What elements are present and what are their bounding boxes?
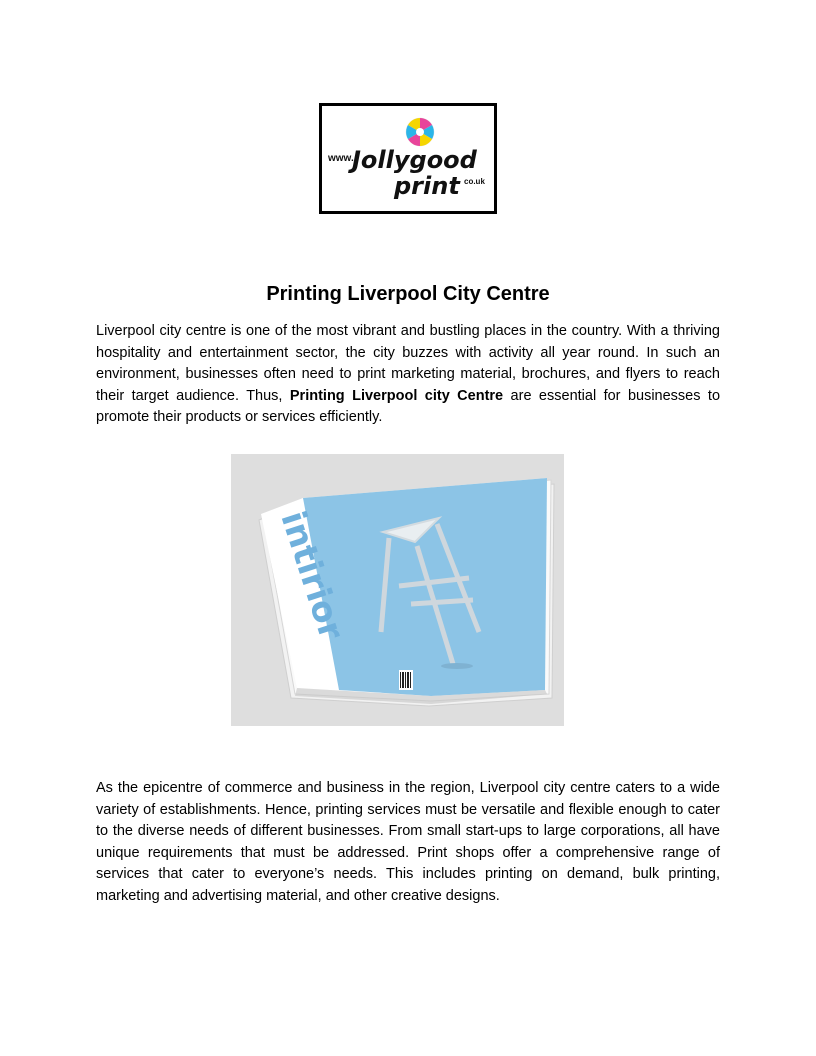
company-logo bbox=[319, 103, 497, 214]
intro-link-text: Printing Liverpool city Centre bbox=[289, 387, 504, 404]
intro-text-end: are essential for businesses to promote their products or services efficiently. bbox=[96, 387, 721, 425]
logo-graphic bbox=[322, 106, 494, 211]
magazine-photo bbox=[231, 454, 564, 726]
intro-paragraph bbox=[96, 321, 720, 429]
logo-www: www. bbox=[328, 153, 354, 164]
intro-text-start: Liverpool city centre is one of the most vibrant and bustling places in the country. With a thriving hospitality and entertainment sector, the city buzzes with activity all year round. In such an environment, businesses often need to print marketing material, brochures, and flyers to reach their target audience. Thus, bbox=[96, 323, 720, 404]
logo-domain: co.uk bbox=[464, 177, 485, 186]
magazine-title: intirior bbox=[272, 506, 352, 645]
page-title: Printing Liverpool City Centre bbox=[266, 283, 550, 305]
body-paragraph: As the epicentre of commerce and business in the region, Liverpool city centre caters to a wide variety of establishments. Hence, printing services must be versatile and flexible enough to cater to the diverse needs of different businesses. From small start-ups to large corporations, all have unique requirements that must be addressed. Print shops offer a comprehensive range of services that cater to everyone’s needs. This includes printing on demand, bulk printing, marketing and advertising material, and other creative designs. bbox=[96, 780, 720, 904]
magazine-illustration bbox=[231, 454, 564, 726]
lollipop-icon bbox=[406, 118, 434, 146]
logo-print: print bbox=[394, 172, 460, 200]
barcode-icon bbox=[399, 670, 413, 690]
logo-jollygood: Jollygood bbox=[352, 146, 477, 174]
